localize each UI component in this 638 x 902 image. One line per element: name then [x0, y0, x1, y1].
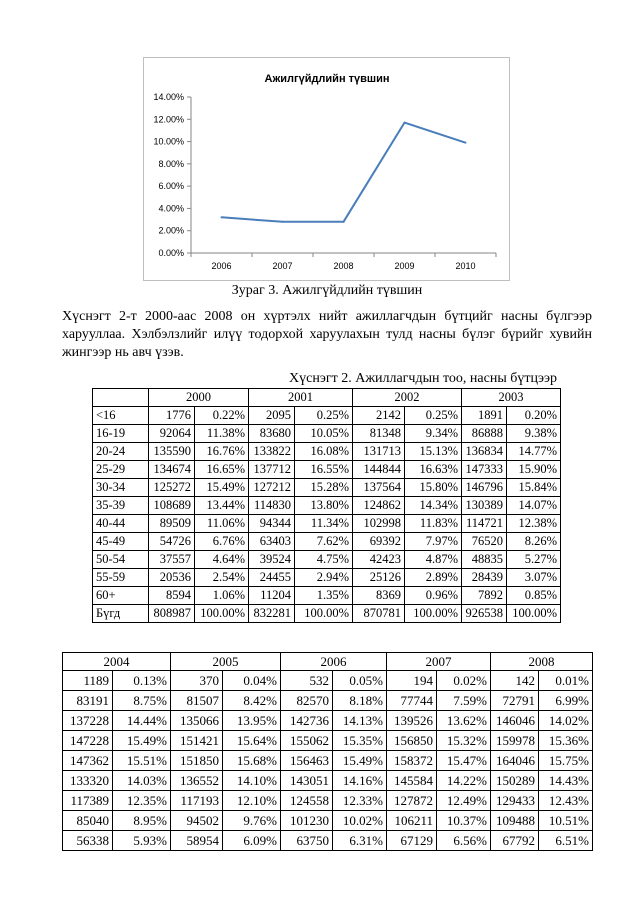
table-cell: 124558 — [281, 791, 333, 811]
table-cell: 142 — [491, 671, 539, 691]
table-row — [93, 479, 561, 497]
table-cell: 72791 — [491, 691, 539, 711]
table-cell: 15.13% — [405, 443, 462, 461]
table-cell: 101230 — [281, 811, 333, 831]
x-tick-label: 2009 — [394, 261, 415, 271]
year-header: 2003 — [462, 389, 561, 407]
table-cell: 0.13% — [113, 671, 171, 691]
table-cell: 159978 — [491, 731, 539, 751]
table-cell: 15.84% — [507, 479, 561, 497]
table-cell: 147333 — [462, 461, 507, 479]
y-tick-label: 6.00% — [158, 181, 184, 192]
table-cell: 12.43% — [539, 791, 593, 811]
table-cell: 15.28% — [295, 479, 353, 497]
table-cell: 15.64% — [223, 731, 281, 751]
table-cell: 1891 — [462, 407, 507, 425]
table-cell: 86888 — [462, 425, 507, 443]
table-cell: 2142 — [353, 407, 405, 425]
table-cell: 14.10% — [223, 771, 281, 791]
table-cell: 143051 — [281, 771, 333, 791]
age-group-label: 45-49 — [93, 533, 149, 551]
age-group-label: Бүгд — [93, 605, 149, 623]
table-cell: 14.44% — [113, 711, 171, 731]
table-cell: 0.25% — [405, 407, 462, 425]
table-cell: 14.34% — [405, 497, 462, 515]
year-header: 2000 — [149, 389, 249, 407]
table-cell: 1.06% — [195, 587, 249, 605]
table-cell: 10.51% — [539, 811, 593, 831]
x-tick-label: 2006 — [211, 261, 232, 271]
table-cell: 6.09% — [223, 831, 281, 851]
table-cell: 150289 — [491, 771, 539, 791]
y-tick-label: 14.00% — [153, 92, 184, 102]
table-cell: 926538 — [462, 605, 507, 623]
table-cell: 13.95% — [223, 711, 281, 731]
table-cell: 54726 — [149, 533, 195, 551]
table-cell: 1776 — [149, 407, 195, 425]
table-cell: 147228 — [63, 731, 113, 751]
table-cell: 0.01% — [539, 671, 593, 691]
table-cell: 1.35% — [295, 587, 353, 605]
table-row — [93, 587, 561, 605]
table-row — [93, 605, 561, 623]
table-cell: 13.80% — [295, 497, 353, 515]
table-cell: 158372 — [387, 751, 437, 771]
table-cell: 89509 — [149, 515, 195, 533]
table-cell: 15.75% — [539, 751, 593, 771]
table-cell: 7.62% — [295, 533, 353, 551]
x-tick-label: 2007 — [272, 261, 293, 271]
table-row — [63, 831, 593, 851]
table-cell: 156463 — [281, 751, 333, 771]
table-cell: 0.04% — [223, 671, 281, 691]
year-header: 2004 — [63, 653, 171, 671]
table-cell: 194 — [387, 671, 437, 691]
table-cell: 13.44% — [195, 497, 249, 515]
table-cell: 83191 — [63, 691, 113, 711]
body-paragraph — [62, 308, 592, 362]
data-point — [343, 221, 345, 223]
age-group-label: 60+ — [93, 587, 149, 605]
table-cell: 6.56% — [437, 831, 491, 851]
data-point — [221, 216, 223, 218]
table-cell: 13.62% — [437, 711, 491, 731]
table-cell: 7892 — [462, 587, 507, 605]
table-cell: 3.07% — [507, 569, 561, 587]
table-cell: 137564 — [353, 479, 405, 497]
table-cell: 20536 — [149, 569, 195, 587]
table-cell: 151850 — [171, 751, 223, 771]
table-cell: 8.75% — [113, 691, 171, 711]
table-cell: 14.13% — [333, 711, 387, 731]
table-cell: 146796 — [462, 479, 507, 497]
table-cell: 133320 — [63, 771, 113, 791]
chart-title: Ажилгүйдлийн түвшин — [264, 73, 390, 85]
y-tick-label: 0.00% — [158, 248, 184, 258]
table-cell: 15.35% — [333, 731, 387, 751]
table-cell: 15.36% — [539, 731, 593, 751]
table-cell: 9.38% — [507, 425, 561, 443]
table-cell: 11.38% — [195, 425, 249, 443]
table-cell: 125272 — [149, 479, 195, 497]
table-cell: 117389 — [63, 791, 113, 811]
table-cell: 58954 — [171, 831, 223, 851]
table-cell: 94344 — [249, 515, 295, 533]
table-cell: 15.47% — [437, 751, 491, 771]
table-cell: 83680 — [249, 425, 295, 443]
table-cell: 109488 — [491, 811, 539, 831]
table-cell: 67792 — [491, 831, 539, 851]
table-cell: 124862 — [353, 497, 405, 515]
table-cell: 6.99% — [539, 691, 593, 711]
table-cell: 8369 — [353, 587, 405, 605]
table-row — [93, 515, 561, 533]
age-group-label: 50-54 — [93, 551, 149, 569]
table-cell: 151421 — [171, 731, 223, 751]
table-header-row — [63, 653, 593, 671]
table-cell: 5.93% — [113, 831, 171, 851]
table-row — [63, 751, 593, 771]
table-cell: 24455 — [249, 569, 295, 587]
chart-marks — [153, 92, 496, 271]
y-tick-label: 12.00% — [153, 114, 184, 125]
table-cell: 117193 — [171, 791, 223, 811]
table-cell: 9.34% — [405, 425, 462, 443]
table-cell: 130389 — [462, 497, 507, 515]
table-cell: 0.05% — [333, 671, 387, 691]
table-row — [63, 711, 593, 731]
table-row — [93, 461, 561, 479]
table-cell: 15.32% — [437, 731, 491, 751]
table-cell: 147362 — [63, 751, 113, 771]
table-cell: 133822 — [249, 443, 295, 461]
age-group-label: 25-29 — [93, 461, 149, 479]
age-group-label: <16 — [93, 407, 149, 425]
table-cell: 12.38% — [507, 515, 561, 533]
table-cell: 108689 — [149, 497, 195, 515]
table-row — [93, 551, 561, 569]
corner-cell — [93, 389, 149, 407]
table-cell: 146046 — [491, 711, 539, 731]
table-cell: 8594 — [149, 587, 195, 605]
table-cell: 4.64% — [195, 551, 249, 569]
table-cell: 92064 — [149, 425, 195, 443]
table-cell: 156850 — [387, 731, 437, 751]
table-cell: 2095 — [249, 407, 295, 425]
table-cell: 16.08% — [295, 443, 353, 461]
data-point — [404, 122, 406, 124]
table-cell: 139526 — [387, 711, 437, 731]
x-tick-label: 2008 — [333, 261, 354, 271]
year-header: 2006 — [281, 653, 387, 671]
table-cell: 15.90% — [507, 461, 561, 479]
table-cell: 136834 — [462, 443, 507, 461]
workforce-table-2000-2003 — [92, 388, 561, 623]
table-cell: 82570 — [281, 691, 333, 711]
table-row — [63, 691, 593, 711]
table-cell: 16.76% — [195, 443, 249, 461]
table-row — [63, 791, 593, 811]
series-line — [222, 123, 466, 222]
table-cell: 127212 — [249, 479, 295, 497]
table-row — [63, 731, 593, 751]
table-cell: 10.05% — [295, 425, 353, 443]
table-cell: 15.49% — [333, 751, 387, 771]
table-cell: 4.75% — [295, 551, 353, 569]
table-cell: 0.85% — [507, 587, 561, 605]
x-tick-label: 2010 — [455, 261, 476, 271]
table-cell: 94502 — [171, 811, 223, 831]
table-cell: 15.68% — [223, 751, 281, 771]
table-cell: 14.22% — [437, 771, 491, 791]
table-cell: 15.49% — [195, 479, 249, 497]
table-cell: 7.97% — [405, 533, 462, 551]
table-cell: 144844 — [353, 461, 405, 479]
table-cell: 8.18% — [333, 691, 387, 711]
y-tick-label: 4.00% — [158, 203, 184, 214]
y-tick-label: 10.00% — [153, 136, 184, 147]
table-cell: 127872 — [387, 791, 437, 811]
table-cell: 0.25% — [295, 407, 353, 425]
table-cell: 11204 — [249, 587, 295, 605]
table-cell: 69392 — [353, 533, 405, 551]
table-cell: 15.49% — [113, 731, 171, 751]
table-cell: 14.02% — [539, 711, 593, 731]
table-cell: 11.34% — [295, 515, 353, 533]
table-cell: 0.96% — [405, 587, 462, 605]
table-cell: 14.43% — [539, 771, 593, 791]
age-group-label: 30-34 — [93, 479, 149, 497]
table-cell: 114721 — [462, 515, 507, 533]
age-group-label: 40-44 — [93, 515, 149, 533]
paragraph-line: Хүснэгт 2-т 2000-аас 2008 он хүртэлх нийт ажиллагчдын бүтцийг насны бүлгээр — [62, 309, 592, 324]
table-cell: 67129 — [387, 831, 437, 851]
table-cell: 131713 — [353, 443, 405, 461]
table-cell: 6.51% — [539, 831, 593, 851]
table-cell: 0.02% — [437, 671, 491, 691]
table-cell: 5.27% — [507, 551, 561, 569]
paragraph-line: харууллаа. Хэлбэлзлийг илүү тодорхой харуулахын тулд насны бүлэг бүрийг хувийн — [62, 327, 592, 342]
table-cell: 14.77% — [507, 443, 561, 461]
table-cell: 4.87% — [405, 551, 462, 569]
year-header: 2005 — [171, 653, 281, 671]
table-cell: 8.26% — [507, 533, 561, 551]
workforce-table-2004-2008 — [62, 652, 593, 851]
table-cell: 1189 — [63, 671, 113, 691]
table-cell: 106211 — [387, 811, 437, 831]
table-cell: 136552 — [171, 771, 223, 791]
table-cell: 14.16% — [333, 771, 387, 791]
data-point — [282, 221, 284, 223]
table-row — [63, 671, 593, 691]
table-row — [93, 497, 561, 515]
table-cell: 370 — [171, 671, 223, 691]
table-cell: 10.37% — [437, 811, 491, 831]
table-cell: 12.49% — [437, 791, 491, 811]
table-cell: 102998 — [353, 515, 405, 533]
figure-caption: Зураг 3. Ажилгүйдлийн түвшин — [231, 283, 423, 298]
table-cell: 16.63% — [405, 461, 462, 479]
table-cell: 81348 — [353, 425, 405, 443]
table-row — [63, 771, 593, 791]
table-cell: 81507 — [171, 691, 223, 711]
table-cell: 25126 — [353, 569, 405, 587]
table-cell: 100.00% — [195, 605, 249, 623]
table-cell: 137228 — [63, 711, 113, 731]
year-header: 2008 — [491, 653, 593, 671]
table-cell: 85040 — [63, 811, 113, 831]
table-row — [93, 569, 561, 587]
table-row — [93, 443, 561, 461]
table-cell: 8.95% — [113, 811, 171, 831]
table-cell: 7.59% — [437, 691, 491, 711]
table-row — [63, 811, 593, 831]
table-cell: 63750 — [281, 831, 333, 851]
table-cell: 15.51% — [113, 751, 171, 771]
year-header: 2002 — [353, 389, 462, 407]
table-cell: 12.33% — [333, 791, 387, 811]
table-cell: 14.07% — [507, 497, 561, 515]
table-cell: 134674 — [149, 461, 195, 479]
year-header: 2007 — [387, 653, 491, 671]
table-cell: 37557 — [149, 551, 195, 569]
table-cell: 164046 — [491, 751, 539, 771]
table-cell: 56338 — [63, 831, 113, 851]
table-cell: 6.31% — [333, 831, 387, 851]
table-cell: 12.35% — [113, 791, 171, 811]
table-cell: 832281 — [249, 605, 295, 623]
table-cell: 532 — [281, 671, 333, 691]
age-group-label: 20-24 — [93, 443, 149, 461]
table-cell: 39524 — [249, 551, 295, 569]
table-row — [93, 533, 561, 551]
y-tick-label: 2.00% — [158, 225, 184, 236]
age-group-label: 35-39 — [93, 497, 149, 515]
table-cell: 114830 — [249, 497, 295, 515]
table-cell: 145584 — [387, 771, 437, 791]
table-cell: 135590 — [149, 443, 195, 461]
table-cell: 8.42% — [223, 691, 281, 711]
table-cell: 100.00% — [507, 605, 561, 623]
chart-frame — [143, 57, 510, 281]
table-cell: 808987 — [149, 605, 195, 623]
table-cell: 0.20% — [507, 407, 561, 425]
table-row — [93, 407, 561, 425]
table-title: Хүснэгт 2. Ажиллагчдын тоо, насны бүтцээр — [289, 371, 557, 386]
table-cell: 0.22% — [195, 407, 249, 425]
table-cell: 2.54% — [195, 569, 249, 587]
table-cell: 9.76% — [223, 811, 281, 831]
table-cell: 12.10% — [223, 791, 281, 811]
table-cell: 16.65% — [195, 461, 249, 479]
table-cell: 142736 — [281, 711, 333, 731]
age-group-label: 16-19 — [93, 425, 149, 443]
table-cell: 48835 — [462, 551, 507, 569]
table-cell: 100.00% — [295, 605, 353, 623]
table-cell: 42423 — [353, 551, 405, 569]
table-cell: 63403 — [249, 533, 295, 551]
table-cell: 11.83% — [405, 515, 462, 533]
table-cell: 137712 — [249, 461, 295, 479]
table-cell: 76520 — [462, 533, 507, 551]
table-cell: 11.06% — [195, 515, 249, 533]
table-cell: 129433 — [491, 791, 539, 811]
table-row — [93, 425, 561, 443]
table-cell: 2.89% — [405, 569, 462, 587]
table-cell: 77744 — [387, 691, 437, 711]
line-chart — [144, 58, 511, 282]
table-cell: 28439 — [462, 569, 507, 587]
table-cell: 870781 — [353, 605, 405, 623]
table-cell: 135066 — [171, 711, 223, 731]
table-cell: 15.80% — [405, 479, 462, 497]
table-cell: 10.02% — [333, 811, 387, 831]
paragraph-line: жингээр нь авч үзэв. — [62, 345, 184, 360]
age-group-label: 55-59 — [93, 569, 149, 587]
table-cell: 14.03% — [113, 771, 171, 791]
table-cell: 100.00% — [405, 605, 462, 623]
table-header-row — [93, 389, 561, 407]
data-point — [465, 142, 467, 144]
table-cell: 16.55% — [295, 461, 353, 479]
table-cell: 6.76% — [195, 533, 249, 551]
y-tick-label: 8.00% — [158, 158, 184, 169]
year-header: 2001 — [249, 389, 353, 407]
table-cell: 155062 — [281, 731, 333, 751]
table-cell: 2.94% — [295, 569, 353, 587]
